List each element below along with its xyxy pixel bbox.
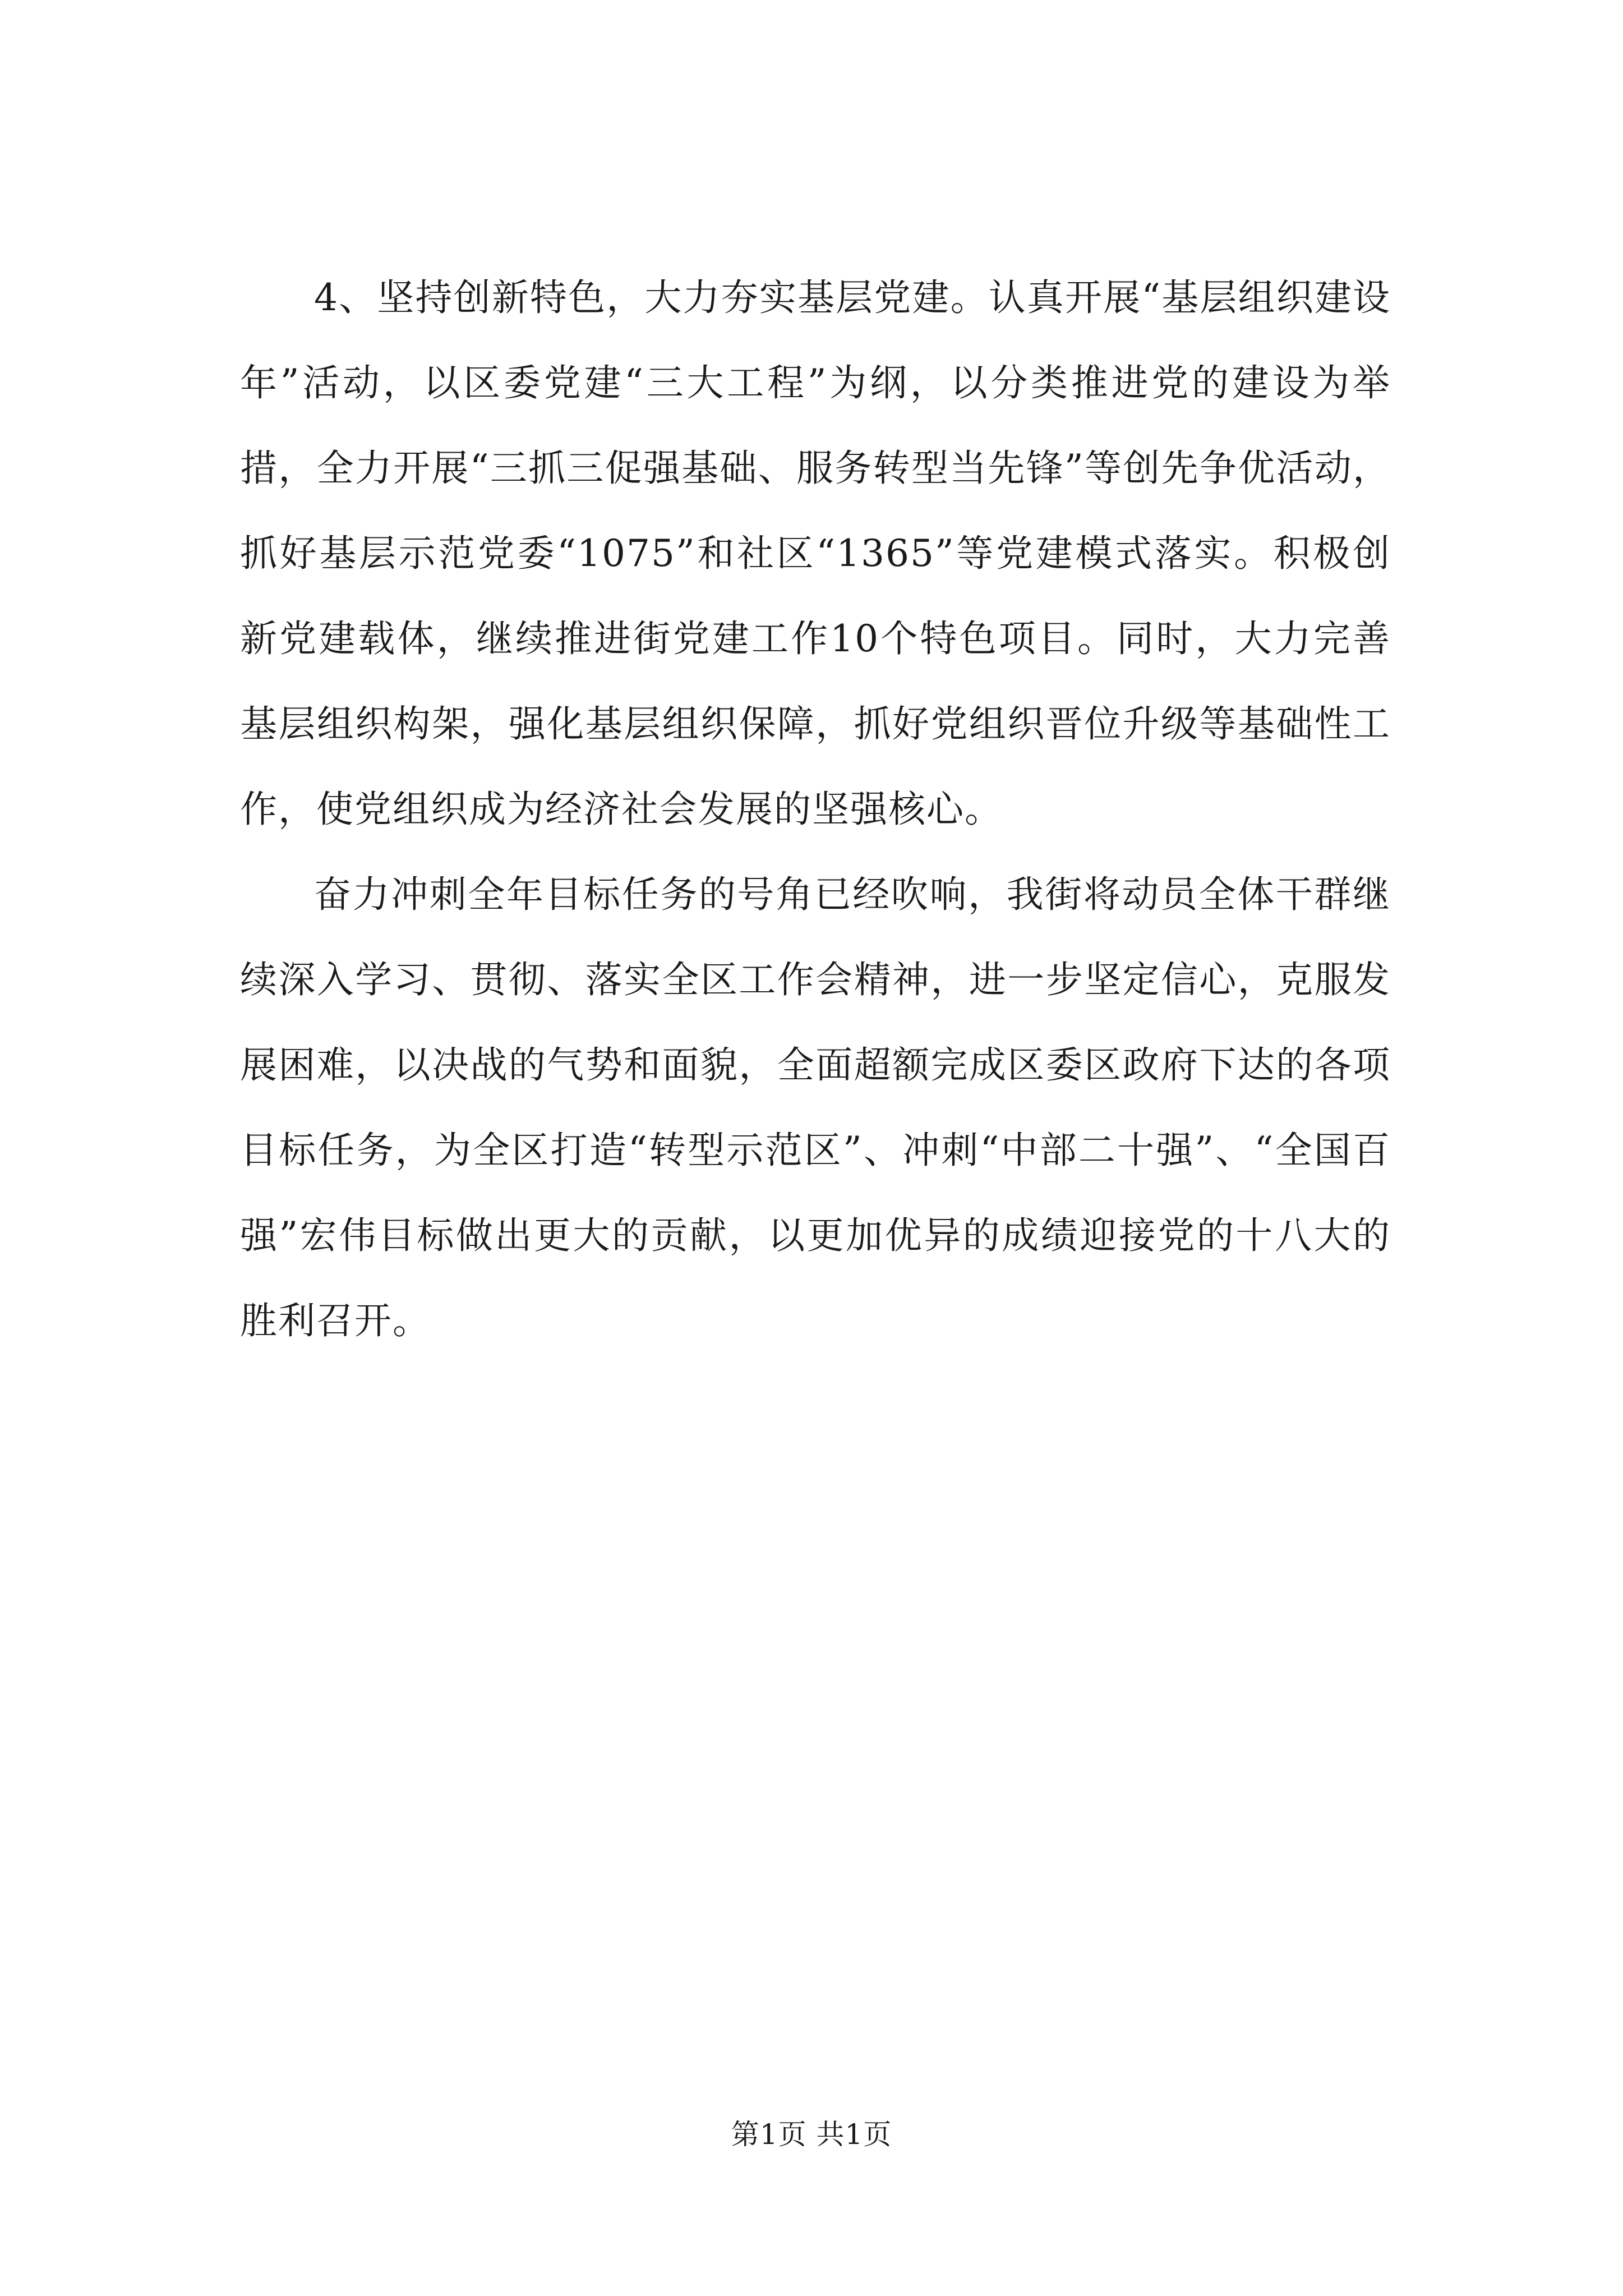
paragraph-party-building: 4、坚持创新特色，大力夯实基层党建。认真开展“基层组织建设年”活动，以区委党建“三大工程”为纲，以分类推进党的建设为举措，全力开展“三抓三促强基础、服务转型当先锋”等创先争优活动，抓好基层示范党委“1075”和社区“1365”等党建模式落实。积极创新党建载体，继续推进街党建工作10个特色项目。同时，大力完善基层组织构架，强化基层组织保障，抓好党组织晋位升级等基础性工作，使党组织成为经济社会发展的坚强核心。 bbox=[240, 276, 1391, 831]
page-footer: 第1页 共1页 bbox=[731, 2118, 892, 2151]
document-body bbox=[240, 255, 1391, 1364]
paragraph-conclusion: 奋力冲刺全年目标任务的号角已经吹响，我街将动员全体干群继续深入学习、贯彻、落实全区工作会精神，进一步坚定信心，克服发展困难，以决战的气势和面貌，全面超额完成区委区政府下达的各项目标任务，为全区打造“转型示范区”、冲刺“中部二十强”、“全国百强”宏伟目标做出更大的贡献，以更加优异的成绩迎接党的十八大的胜利召开。 bbox=[240, 873, 1391, 1342]
